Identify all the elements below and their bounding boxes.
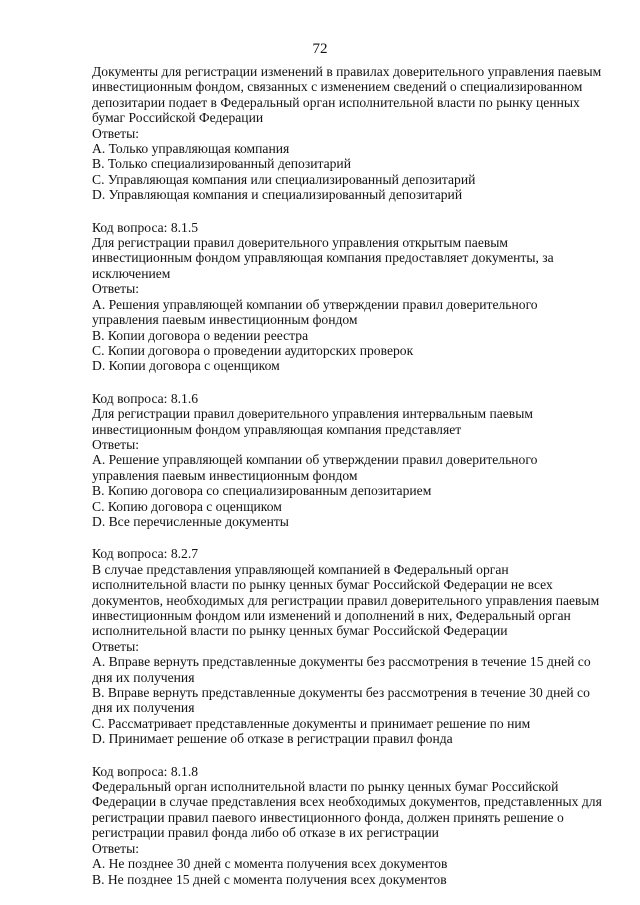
question-code: Код вопроса: 8.1.8 <box>92 763 199 779</box>
question-text: Для регистрации правил доверительного управления открытым паевым инвестиционным фондом управляющая компания предоставляет документы, за исключением <box>92 235 554 281</box>
answers-label: Ответы: <box>92 281 139 297</box>
answer-option: A. Только управляющая компания <box>92 141 290 157</box>
question-text: В случае представления управляющей компанией в Федеральный орган исполнительной власти по рынку ценных бумаг Российской Федерации не всех документов, необходимых для регистрации правил доверительного управления паевым инвестиционным фондом или изменений и дополнений в них, Федеральный орган исполнительной власти по рынку ценных бумаг Российской Федерации <box>92 561 600 639</box>
answer-option: B. Не позднее 15 дней с момента получения всех документов <box>92 871 447 887</box>
answer-option: B. Копии договора о ведении реестра <box>92 327 309 343</box>
question-code: Код вопроса: 8.2.7 <box>92 546 199 562</box>
question-block <box>92 546 602 746</box>
question-block <box>92 64 602 203</box>
question-code: Код вопроса: 8.1.6 <box>92 390 199 406</box>
answer-option: A. Решение управляющей компании об утверждении правил доверительного управления паевым инвестиционным фондом <box>92 452 538 483</box>
question-list <box>92 64 602 904</box>
answers-label: Ответы: <box>92 436 139 452</box>
answer-option: A. Решения управляющей компании об утверждении правил доверительного управления паевым инвестиционным фондом <box>92 296 538 328</box>
answers-label: Ответы: <box>92 125 139 141</box>
page-number: 72 <box>312 41 328 57</box>
answer-option: A. Вправе вернуть представленные документы без рассмотрения в течение 15 дней со дня их получения <box>92 654 591 685</box>
answer-option: D. Все перечисленные документы <box>92 513 289 529</box>
question-block <box>92 391 602 530</box>
answer-option: C. Управляющая компания или специализированный депозитарий <box>92 171 476 187</box>
answer-option: C. Копию договора с оценщиком <box>92 498 282 514</box>
answer-option: C. Копии договора о проведении аудиторских проверок <box>92 342 414 358</box>
answer-option: C. Рассматривает представленные документы и принимает решение по ним <box>92 715 531 731</box>
question-text: Федеральный орган исполнительной власти по рынку ценных бумаг Российской Федерации в случае представления всех необходимых документов, представленных для регистрации правил паевого инвестиционного фонда, должен принять решение о регистрации правил фонда либо об отказе в их регистрации <box>92 779 602 841</box>
answer-option: D. Копии договора с оценщиком <box>92 358 280 374</box>
answer-option: D. Управляющая компания и специализированный депозитарий <box>92 187 463 203</box>
answer-option: D. Принимает решение об отказе в регистрации правил фонда <box>92 731 453 747</box>
question-block <box>92 764 602 887</box>
answers-label: Ответы: <box>92 638 139 654</box>
question-text: Для регистрации правил доверительного управления интервальным паевым инвестиционным фондом управляющая компания представляет <box>92 406 533 437</box>
answers-label: Ответы: <box>92 840 139 856</box>
answer-option: B. Только специализированный депозитарий <box>92 156 351 172</box>
question-text: Документы для регистрации изменений в правилах доверительного управления паевым инвестиционным фондом, связанных с изменением сведений о специализированном депозитарии подает в Федеральный орган исполнительной власти по рынку ценных бумаг Российской Федерации <box>92 64 602 126</box>
answer-option: B. Копию договора со специализированным депозитарием <box>92 483 432 499</box>
answer-option: B. Вправе вернуть представленные документы без рассмотрения в течение 30 дней со дня их получения <box>92 685 590 716</box>
answer-option: A. Не позднее 30 дней с момента получения всех документов <box>92 856 448 872</box>
question-code: Код вопроса: 8.1.5 <box>92 219 199 235</box>
question-block <box>92 220 602 374</box>
